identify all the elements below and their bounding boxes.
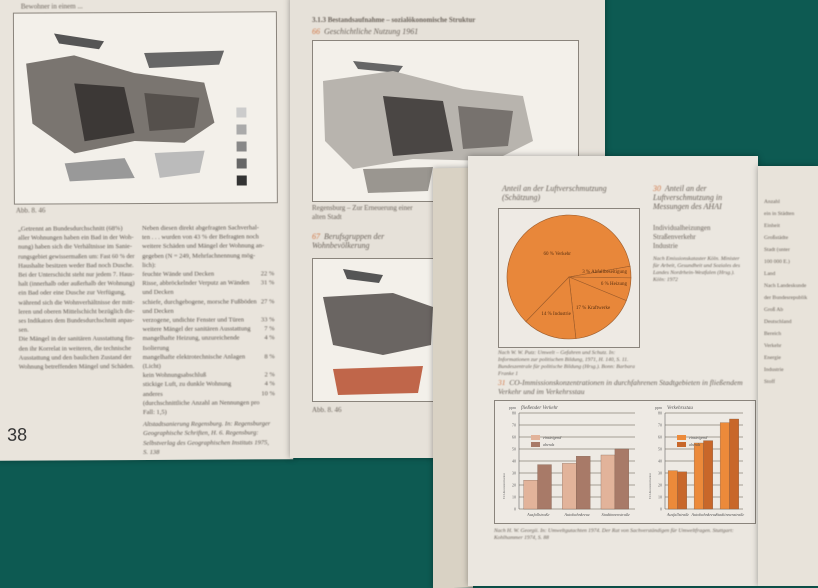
x-tick: Autobahnkreuz (563, 512, 590, 517)
x-tick: Autobahnkreuz (690, 512, 717, 517)
list-label: mangelhafte elektrotechnische Anlagen (Licht) (143, 352, 262, 371)
body-line: leren und oberen Mittelschicht bezüglich die- (18, 307, 132, 317)
x-tick: Ausfallstraße (526, 512, 549, 517)
y-tick: 0 (514, 507, 516, 512)
pie-label: 17 % Kraftwerke (576, 306, 611, 311)
left-page (0, 0, 293, 461)
figure-title: 66 Geschichtliche Nutzung 1961 (312, 27, 418, 36)
y-axis-label: CO-Konzentration (648, 473, 652, 499)
peek-line: Stoff (764, 376, 818, 388)
y-tick: 80 (512, 411, 516, 416)
legend-label: einsteigend (689, 435, 708, 440)
list-label: Risse, abbröckelnder Verputz an Wänden und Decken (142, 279, 258, 298)
y-tick: 70 (658, 423, 662, 428)
bar (694, 443, 703, 509)
y-tick: 0 (660, 507, 662, 512)
bar (729, 419, 738, 509)
pie-title: Anteil an der Luftverschmutzung (Schätzung) (502, 184, 642, 202)
section-heading: 3.1.3 Bestandsaufnahme – sozialökonomische Struktur (312, 16, 475, 25)
table-row: Straßenverkehr (653, 233, 745, 242)
peek-line: Industrie (764, 364, 818, 376)
body-line: ses Indikators dem Bundesdurchschnitt anpas- (18, 316, 129, 326)
unit-label: ppm (509, 405, 517, 410)
legend-label: abends (689, 442, 701, 447)
list-label: weitere Mängel der sanitären Ausstattung (143, 325, 251, 335)
bar (524, 480, 538, 509)
legend-label: abends (543, 442, 555, 447)
body-line: Bei der Unterschicht steht nur jedem 7. Haus- (18, 270, 131, 280)
legend-swatch (677, 442, 686, 447)
body-line: aller Wohnungen haben ein Bad in der Woh- (18, 233, 134, 243)
list-value: 22 % (261, 269, 275, 278)
body-line: Die Mängel in der sanitären Ausstattung fin- (19, 334, 135, 344)
list-item (142, 279, 274, 298)
list-label: feuchte Wände und Decken (142, 270, 214, 280)
body-line: während sich die Wohnverhältnisse der mitt- (18, 298, 134, 308)
figure-caption: Abb. 8. 46 (16, 207, 46, 216)
body-line: Haushalte besitzen weder Bad noch Dusche. (18, 261, 134, 271)
peek-line: Anzahl (764, 196, 818, 208)
body-line: lich): (142, 260, 274, 270)
pie-chart (499, 209, 639, 347)
district-map (14, 12, 277, 203)
y-tick: 50 (512, 447, 516, 452)
list-value: 10 % (261, 389, 275, 398)
list-item (142, 297, 274, 316)
y-tick: 70 (512, 423, 516, 428)
y-tick: 60 (512, 435, 516, 440)
figure-caption: Regensburg – Zur Erneuerung einer alten Stadt (312, 204, 424, 222)
list-value: 33 % (261, 315, 275, 324)
x-tick: Stadtinnenstraße (716, 512, 745, 517)
bar (601, 455, 615, 509)
body-line: ten . . . wurden von 43 % der Befragten noch (142, 233, 274, 243)
x-tick: Ausfallstraße (666, 512, 689, 517)
bar (576, 456, 590, 509)
right-page-edge (758, 166, 818, 586)
list-value: 27 % (261, 297, 275, 315)
y-tick: 60 (658, 435, 662, 440)
front-book-edge (433, 168, 473, 588)
body-column-1 (18, 224, 135, 372)
bar (615, 449, 629, 509)
body-line: weitere Schäden und Mängel der Wohnung an- (142, 242, 274, 252)
y-tick: 30 (512, 471, 516, 476)
peek-line: Bereich (764, 328, 818, 340)
running-header: Bewohner in einem ... (21, 2, 83, 11)
pie-label: 14 % Industrie (541, 312, 571, 317)
pie-source: Nach W. W. Putz: Umwelt – Gefahren und Schutz. In: Informationen zur politischen Bildung, 1971, H. 140, S. 11. Bundeszentrale für politische Bildung (Hrsg.). Bonn: Barbara Franke 1 (498, 350, 643, 378)
source-note: Altstadtsanierung Regensburg. In: Regensburger Geographische Schriften, H. 6. Regensburg: Selbstverlag des Geographischen Instituts 1975, S. 138 (143, 420, 275, 458)
pie-figure (498, 208, 640, 348)
y-tick: 20 (658, 483, 662, 488)
bar-figure (494, 400, 756, 524)
pie-label: 3 % Abfallbeseitigung (582, 270, 627, 275)
bar (677, 472, 686, 509)
peek-line: ein in Städten (764, 208, 818, 220)
table-source: Nach Emissionskataster Köln. Minister für Arbeit, Gesundheit und Soziales des Landes Nordrhein-Westfalen (Hrsg.). Köln: 1972 (653, 256, 745, 284)
peek-line: Verkehr (764, 340, 818, 352)
bar (703, 441, 712, 509)
y-tick: 20 (512, 483, 516, 488)
body-line: Ausstattung und den baulichen Zustand der (19, 353, 135, 363)
peek-line: 100 000 E.) (764, 256, 818, 268)
bar (668, 471, 677, 509)
body-line: rungsgebiet gewissermaßen um: Fast 60 % der (18, 252, 129, 262)
table-title: 30 Anteil an der Luftverschmutzung in Messungen des AHAI (653, 184, 745, 211)
bar-source: Nach H. W. Georgii. In: Umweltgutachten 1974. Der Rat von Sachverständigen für Umweltfragen. Stuttgart: Kohlhammer 1974, S. 88 (494, 528, 744, 542)
list-label: kein Wohnungsabschluß (143, 371, 207, 381)
peek-line: Großstädte (764, 232, 818, 244)
table-row: Industrie (653, 242, 745, 251)
y-tick: 10 (512, 495, 516, 500)
body-line: ein Bad oder eine Dusche zur Verfügung, (18, 288, 134, 298)
table-rows (653, 224, 745, 251)
body-line: Neben diesen direkt abgefragten Sachverhal- (142, 223, 274, 233)
list-label: stickige Luft, zu dunkle Wohnung (143, 380, 231, 390)
list-item (143, 352, 275, 371)
y-tick: 10 (658, 495, 662, 500)
body-line: nung) haben sich die Verhältnisse im Sanie- (18, 242, 134, 252)
list-label: schiefe, durchgebogene, morsche Fußböden und Decken (142, 297, 258, 316)
page-number: 38 (7, 425, 27, 446)
body-line: „Getrennt an Bundesdurchschnitt (68%) (18, 224, 134, 234)
peek-line: Land (764, 268, 818, 280)
bar-charts (495, 401, 755, 523)
peek-line: Einheit (764, 220, 818, 232)
pie-label: 6 % Heizung (601, 282, 628, 287)
body-line: halt (innerhalb oder außerhalb der Wohnung) (18, 279, 133, 289)
list-item (143, 398, 275, 417)
list-item (143, 334, 275, 353)
table-row: Individualheizungen (653, 224, 745, 233)
district-map (313, 259, 443, 401)
figure-title: 67 Berufsgruppen der Wohnbevölkerung (312, 232, 424, 250)
list-value: 8 % (264, 352, 274, 370)
peek-line: der Bundesrepublik (764, 292, 818, 304)
body-line: den ihr Korrelat in weiteren, die technische (19, 344, 135, 354)
list-label: anderes (143, 390, 163, 399)
list-value: 4 % (264, 334, 274, 352)
bar-title: 31 CO-Immissionskonzentrationen in durchfahrenen Stadtgebieten in fließendem Verkehr und im Verkehrsstau (498, 378, 746, 396)
y-tick: 40 (512, 459, 516, 464)
bar-chart-title: Verkehrsstau (667, 406, 693, 411)
list-value: 31 % (261, 279, 275, 297)
y-tick: 50 (658, 447, 662, 452)
peek-line: Groß Ab (764, 304, 818, 316)
bar-chart-title: fließender Verkehr (521, 406, 558, 411)
peek-line: Nach Landeskunde (764, 280, 818, 292)
list-label: verzogene, undichte Fenster und Türen (142, 316, 244, 326)
peek-line: Stadt (unter (764, 244, 818, 256)
y-tick: 80 (658, 411, 662, 416)
legend-label: einsteigend (543, 435, 562, 440)
peek-line: Deutschland (764, 316, 818, 328)
legend-swatch (531, 442, 540, 447)
y-tick: 40 (658, 459, 662, 464)
x-tick: Stadtinnenstraße (601, 512, 630, 517)
bar (720, 423, 729, 509)
body-line: Wohnung betreffenden Mängel und Schäden. (19, 362, 133, 372)
bar (562, 463, 576, 509)
pie-label: 60 % Verkehr (544, 252, 572, 257)
map-figure (13, 11, 278, 204)
y-axis-label: CO-Konzentration (502, 473, 506, 499)
list-label: (durchschnittliche Anzahl an Nennungen pro Fall: 1,5) (143, 398, 272, 417)
list-value: 2 % (264, 371, 274, 380)
legend-swatch (531, 435, 540, 440)
y-tick: 30 (658, 471, 662, 476)
bar (538, 465, 552, 509)
list-label: mangelhafte Heizung, unzureichende Isolierung (143, 334, 262, 353)
body-line: sen. (19, 325, 135, 335)
peek-line: Energie (764, 352, 818, 364)
list-value: 7 % (264, 325, 274, 334)
front-page (468, 156, 758, 586)
right-page-text (758, 166, 818, 388)
body-column-2 (142, 223, 275, 457)
unit-label: ppm (655, 405, 663, 410)
figure-caption: Abb. 8. 46 (312, 406, 342, 415)
list-value: 4 % (265, 380, 275, 389)
body-line: gegeben (N = 249, Mehrfachnennung mög- (142, 251, 274, 261)
map-figure-occupations (312, 258, 444, 402)
legend-swatch (677, 435, 686, 440)
